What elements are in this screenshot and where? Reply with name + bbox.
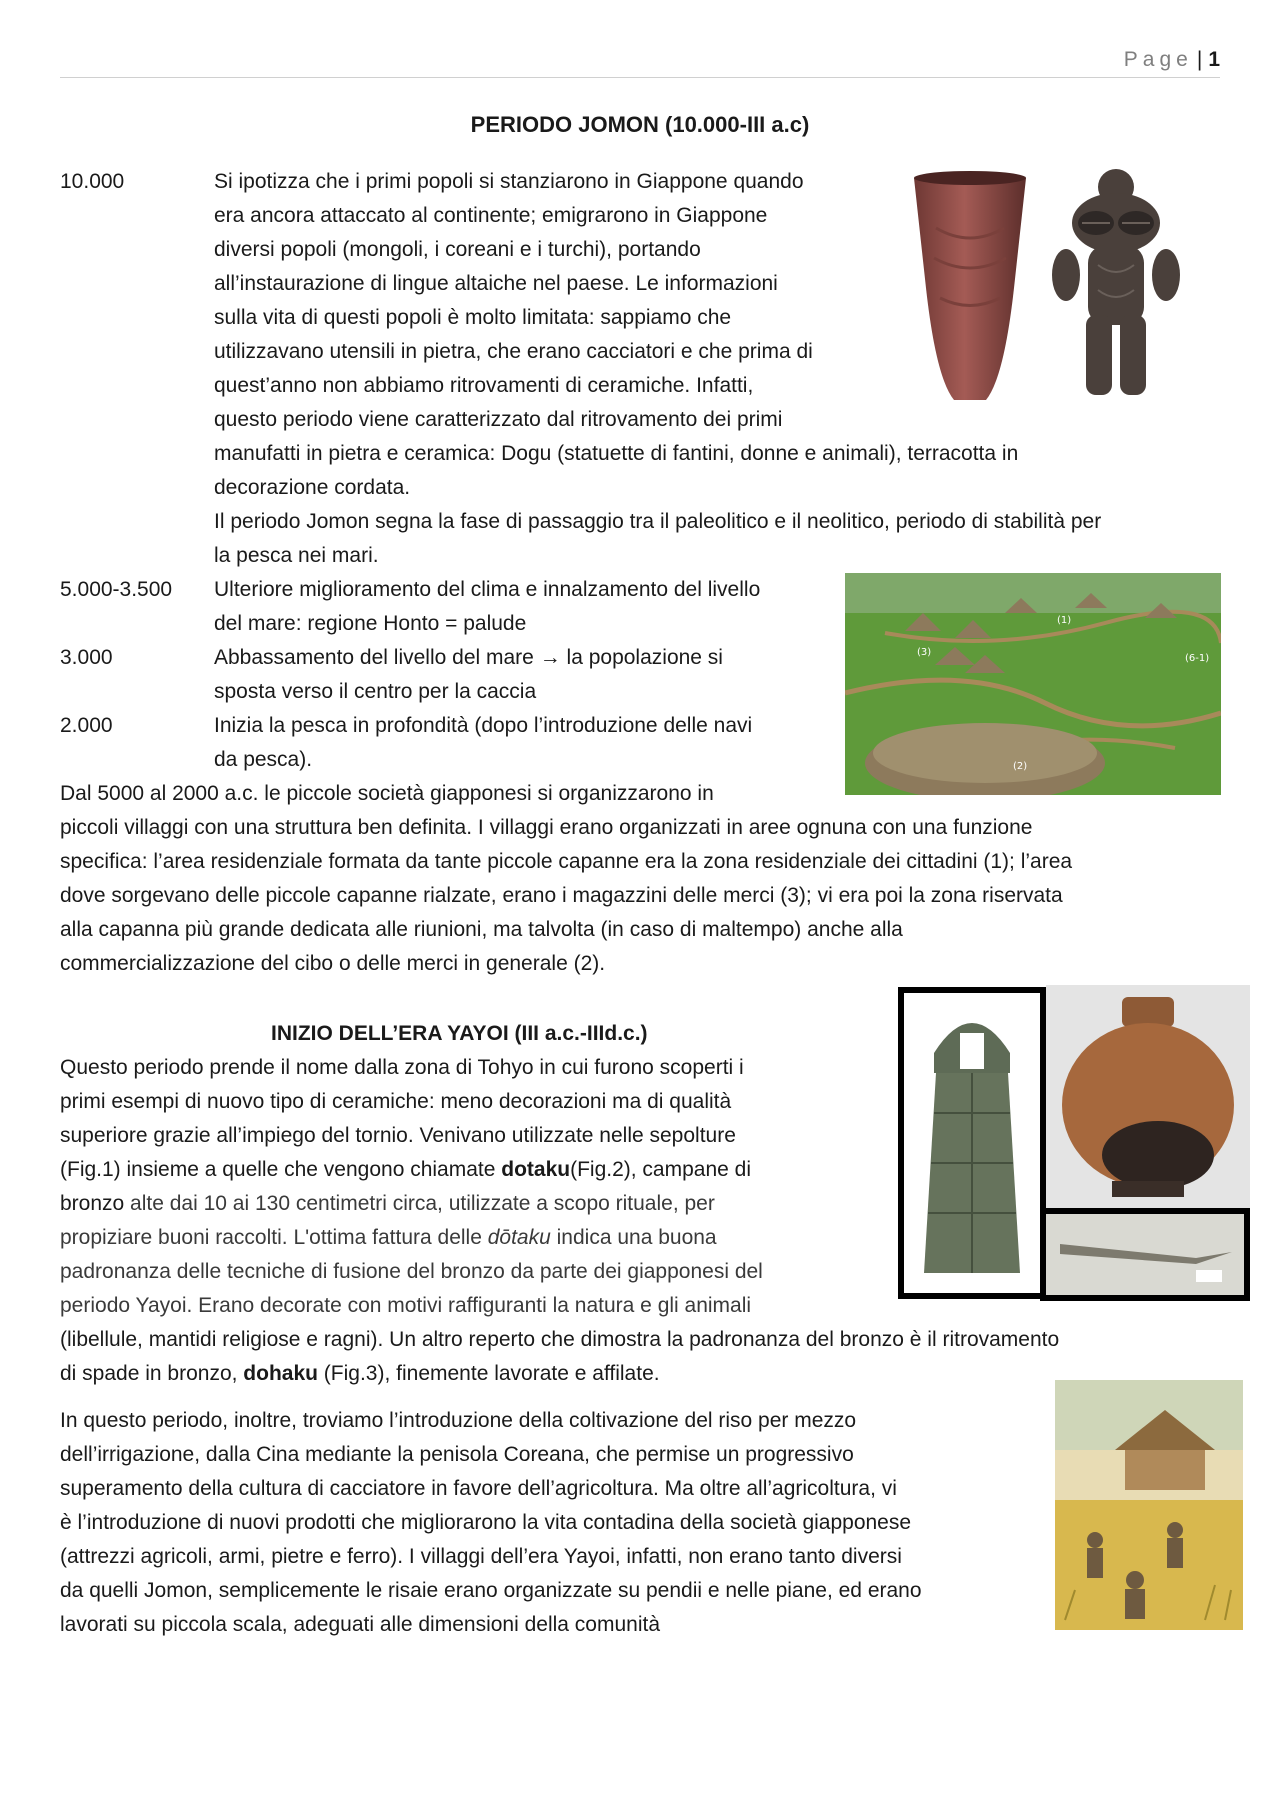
text-line-dotaku (60, 1153, 751, 1187)
text-line: utilizzavano utensili in pietra, che erano cacciatori e che prima di (214, 340, 813, 363)
text-line: Inizia la pesca in profondità (dopo l’introduzione delle navi (214, 714, 753, 737)
text-line: alla capanna più grande dedicata alle riunioni, ma talvolta (in caso di maltempo) anche alla (60, 918, 903, 941)
text-line: specifica: l’area residenziale formata da tante piccole capanne era la zona residenziale dei cittadini (1); l’area (60, 850, 1073, 873)
text-span: indica una buona (550, 1226, 717, 1249)
text-line: (attrezzi agricoli, armi, pietre e ferro). I villaggi dell’era Yayoi, infatti, non erano tanto diversi (60, 1545, 902, 1568)
section-title-yayoi: INIZIO DELL’ERA YAYOI (III a.c.-IIId.c.) (271, 1022, 648, 1045)
text-span: bronzo (60, 1192, 125, 1215)
text-line: Ulteriore miglioramento del clima e innalzamento del livello (214, 578, 761, 601)
text-line: sposta verso il centro per la caccia (214, 680, 537, 703)
text-line: quest’anno non abbiamo ritrovamenti di ceramiche. Infatti, (214, 374, 754, 397)
text-line: In questo periodo, inoltre, troviamo l’introduzione della coltivazione del riso per mezzo (60, 1409, 857, 1432)
text-line: manufatti in pietra e ceramica: Dogu (statuette di fantini, donne e animali), terracotta in (214, 442, 1019, 465)
text-span: alte dai 10 ai 130 centimetri circa, utilizzate a scopo rituale, per (124, 1192, 715, 1215)
text-line: Il periodo Jomon segna la fase di passaggio tra il paleolitico e il neolitico, periodo di stabilità per (214, 510, 1102, 533)
text-span: la popolazione si (566, 646, 723, 669)
text-line: questo periodo viene caratterizzato dal ritrovamento dei primi (214, 408, 783, 431)
text-line: periodo Yayoi. Erano decorate con motivi raffiguranti la natura e gli animali (60, 1294, 752, 1317)
jomon-vase-image (906, 168, 1034, 408)
date-3000: 3.000 (60, 646, 113, 669)
text-line-bronzo (60, 1187, 715, 1221)
text-line: commercializzazione del cibo o delle merci in generale (2). (60, 952, 606, 975)
text-line: decorazione cordata. (214, 476, 411, 499)
village-label-1: (1) (1057, 615, 1072, 626)
text-line-3000 (214, 641, 723, 675)
text-line: superiore grazie all’impiego del tornio. Venivano utilizzate nelle sepolture (60, 1124, 736, 1147)
page-number: 1 (1208, 48, 1220, 71)
jomon-village-image (845, 573, 1221, 795)
date-5000-3500: 5.000-3.500 (60, 578, 173, 601)
text-span: (Fig.1) insieme a quelle che vengono chiamate (60, 1158, 502, 1181)
text-line: piccoli villaggi con una struttura ben definita. I villaggi erano organizzati in aree ognuna con una funzione (60, 816, 1033, 839)
text-span: (Fig.3), finemente lavorate e affilate. (317, 1362, 660, 1385)
dogu-statuette-image (1052, 165, 1180, 410)
text-line: è l’introduzione di nuovi prodotti che migliorarono la vita contadina della società giapponese (60, 1511, 912, 1534)
text-line: diversi popoli (mongoli, i coreani e i turchi), portando (214, 238, 701, 261)
text-line: lavorati su piccola scala, adeguati alle dimensioni della comunità (60, 1613, 661, 1636)
page-header: Page | 1 (1123, 48, 1220, 71)
text-line: all’instaurazione di lingue altaiche nel paese. Le informazioni (214, 272, 778, 295)
page-word: Page (1123, 48, 1193, 71)
text-span: di spade in bronzo, (60, 1362, 244, 1385)
date-2000: 2.000 (60, 714, 113, 737)
village-label-2: (2) (1013, 761, 1028, 772)
term-dohaku: dohaku (243, 1362, 318, 1385)
text-line: superamento della cultura di cacciatore in favore dell’agricoltura. Ma oltre all’agricoltura, vi (60, 1477, 897, 1500)
section-title-jomon: PERIODO JOMON (10.000-III a.c) (470, 112, 810, 137)
date-10000: 10.000 (60, 170, 125, 193)
text-line: sulla vita di questi popoli è molto limitata: sappiamo che (214, 306, 732, 329)
text-line-dotaku-italic (60, 1221, 717, 1255)
arrow-icon: → (539, 646, 561, 669)
header-rule (60, 77, 1220, 78)
text-line-dohaku (60, 1357, 660, 1391)
text-line: Dal 5000 al 2000 a.c. le piccole società giapponesi si organizzarono in (60, 782, 714, 805)
text-line: (libellule, mantidi religiose e ragni). Un altro reperto che dimostra la padronanza del bronzo è il ritrovamento (60, 1328, 1060, 1351)
text-line: dell’irrigazione, dalla Cina mediante la penisola Coreana, che permise un progressivo (60, 1443, 854, 1466)
text-span: Abbassamento del livello del mare (214, 646, 534, 669)
yayoi-pot-image (1046, 985, 1250, 1210)
village-label-6-1: (6-1) (1185, 653, 1210, 664)
term-dotaku: dotaku (501, 1158, 571, 1181)
text-line: primi esempi di nuovo tipo di ceramiche: meno decorazioni ma di qualità (60, 1090, 732, 1113)
text-line: dove sorgevano delle piccole capanne rialzate, erano i magazzini delle merci (3); vi era poi la zona riservata (60, 884, 1063, 907)
term-dotaku-italic: dōtaku (487, 1226, 551, 1249)
text-line: da pesca). (214, 748, 313, 771)
text-span: (Fig.2), campane di (570, 1158, 752, 1181)
text-line: era ancora attaccato al continente; emigrarono in Giappone (214, 204, 768, 227)
village-label-3: (3) (917, 647, 932, 658)
text-span: propiziare buoni raccolti. L'ottima fattura delle (60, 1226, 488, 1249)
dohaku-sword-image (1040, 1208, 1250, 1301)
text-line: Questo periodo prende il nome dalla zona di Tohyo in cui furono scoperti i (60, 1056, 744, 1079)
rice-farming-illustration (1055, 1380, 1243, 1630)
text-line: del mare: regione Honto = palude (214, 612, 527, 635)
text-line: da quelli Jomon, semplicemente le risaie erano organizzate su pendii e nelle piane, ed erano (60, 1579, 922, 1602)
dotaku-bell-image (898, 987, 1046, 1299)
text-line: la pesca nei mari. (214, 544, 379, 567)
text-line: padronanza delle tecniche di fusione del bronzo da parte dei giapponesi del (60, 1260, 763, 1283)
text-line: Si ipotizza che i primi popoli si stanziarono in Giappone quando (214, 170, 804, 193)
